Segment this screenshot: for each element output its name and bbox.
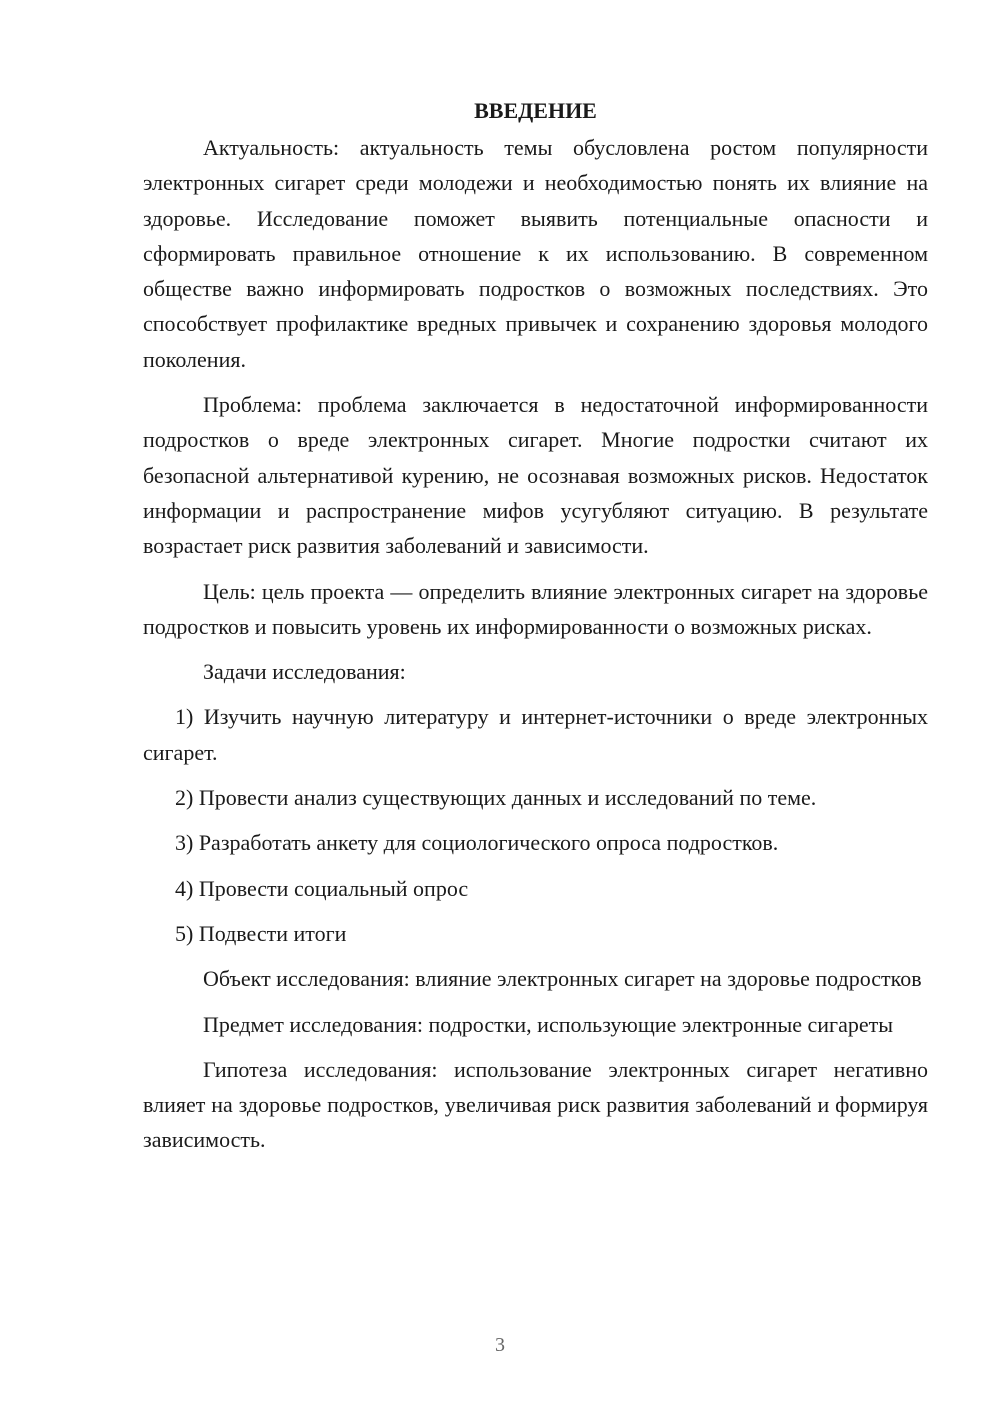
task-item: 1) Изучить научную литературу и интернет-источники о вреде электронных сигарет. — [143, 704, 928, 765]
goal-paragraph: Цель: цель проекта — определить влияние электронных сигарет на здоровье подростков и повысить уровень их информированности о возможных рисках. — [143, 578, 928, 639]
page-title: ВВЕДЕНИЕ — [474, 98, 597, 123]
object-paragraph: Объект исследования: влияние электронных сигарет на здоровье подростков — [203, 966, 922, 992]
task-item: 2) Провести анализ существующих данных и исследований по теме. — [175, 785, 817, 811]
task-item: 4) Провести социальный опрос — [175, 875, 469, 901]
hypothesis-paragraph: Гипотеза исследования: использование электронных сигарет негативно влияет на здоровье подростков, увеличивая риск развития заболеваний и формируя зависимость. — [143, 1056, 928, 1153]
task-item: 5) Подвести итоги — [175, 920, 347, 946]
task-item: 3) Разработать анкету для социологического опроса подростков. — [175, 830, 779, 856]
page-number: 3 — [495, 1334, 505, 1356]
relevance-paragraph: Актуальность: актуальность темы обусловлена ростом популярности электронных сигарет среди молодежи и необходимостью понять их влияние на здоровье. Исследование поможет выявить потенциальные опасности и сформировать правильное отношение к их использованию. В современном обществе важно информировать подростков о возможных последствиях. Это способствует профилактике вредных привычек и сохранению здоровья молодого поколения. — [143, 135, 928, 372]
document-page — [143, 96, 928, 1168]
subject-paragraph: Предмет исследования: подростки, использующие электронные сигареты — [203, 1011, 893, 1037]
tasks-heading: Задачи исследования: — [203, 659, 406, 685]
problem-paragraph: Проблема: проблема заключается в недостаточной информированности подростков о вреде электронных сигарет. Многие подростки считают их безопасной альтернативой курению, не осознавая возможных рисков. Недостаток информации и распространение мифов усугубляют ситуацию. В результате возрастает риск развития заболеваний и зависимости. — [143, 392, 928, 559]
